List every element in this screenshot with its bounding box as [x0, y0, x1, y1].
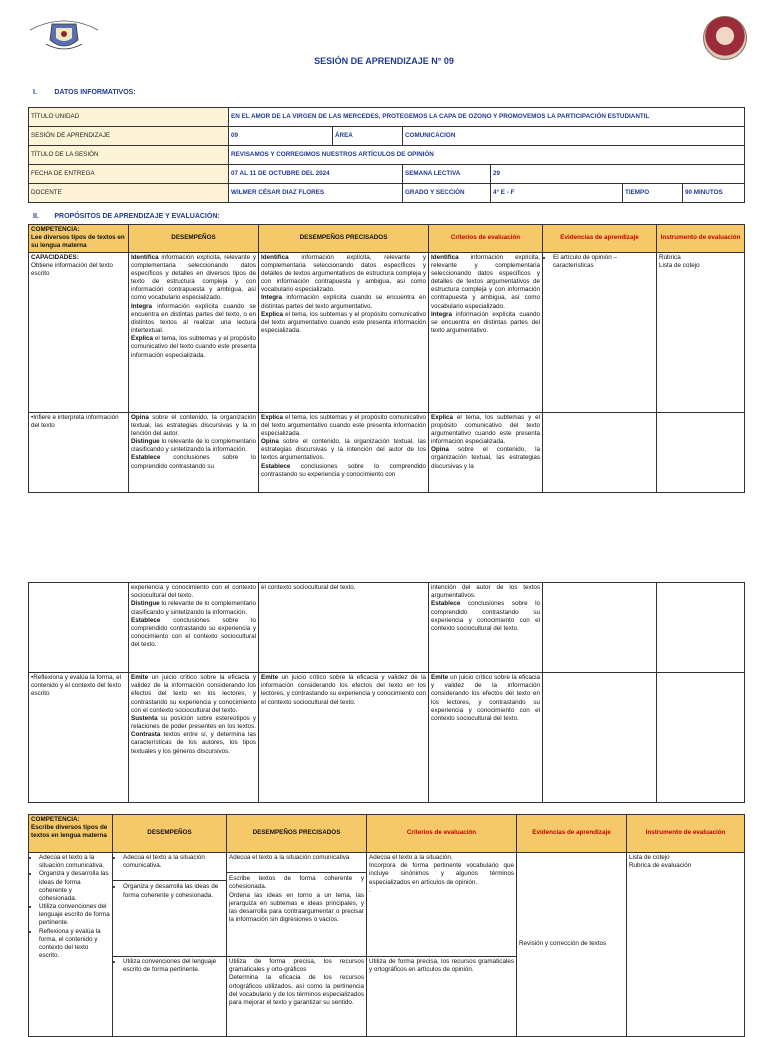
desempeno-text: información explícita, relevante y complementaria seleccionando datos específicos y detalles en diversos tipos de texto de estructura compleja y con información contrapuesta y ambigua, así como vocabulario especializado.: [131, 253, 256, 302]
criterios-header: Criterios de evaluación: [367, 815, 517, 853]
sesion-label: SESIÓN DE APRENDIZAJE: [29, 127, 229, 146]
school-logo: [24, 14, 104, 54]
titulo-sesion-value: REVISAMOS Y CORREGIMOS NUESTROS ARTÍCULOS DE OPINIÓN: [229, 146, 745, 165]
desempeno-text: lo relevante de lo complementario clasificando y sintetizando la información.: [131, 438, 256, 454]
capacidad-infiere: •Infiere e interpreta información del texto: [29, 412, 129, 492]
desempeno-cell: [129, 412, 259, 492]
criterio-text: un juicio crítico sobre la eficacia y validez de la información considerando los efectos del texto en los lectores, y contrastando su experiencia y conocimiento con el contexto sociocultural del texto.: [431, 674, 540, 722]
criterio-text: información explícita, relevante y complementaria seleccionando datos específicos y detalles de textos argumentativos de estructura compleja y con información contrapuesta y ambigua, así como vocabulario especializado.: [431, 253, 540, 310]
semana-label: SEMANA LECTIVA: [403, 165, 491, 184]
desempeno-item: • Adecúa el texto a la situación comunicativa.: [123, 854, 224, 870]
capacidad-cell: [29, 252, 129, 412]
grado-value: 4° E - F: [491, 184, 623, 203]
desempeno-text: su posición sobre estereotipos y relaciones de poder presentes en los textos.: [131, 714, 256, 731]
precisado-text: conclusiones sobre lo comprendido contrastando su experiencia y conocimiento con: [261, 462, 426, 478]
criterio-cell: [429, 673, 543, 803]
titulo-sesion-label: TÍTULO DE LA SESIÓN: [29, 146, 229, 165]
verb-establece: Establece: [431, 600, 461, 608]
verb-integra: Integra: [261, 294, 282, 302]
verb-emite: Emite: [431, 674, 449, 681]
area-label: ÁREA: [333, 127, 403, 146]
precisado-cell: [259, 673, 429, 803]
criterio-text: información explícita cuando se encuentra en distintas partes del texto argumentativo.: [431, 310, 540, 335]
section-propositos: II. PROPÓSITOS DE APRENDIZAJE Y EVALUACIÓN:: [33, 213, 220, 220]
instrumento-cell: [657, 673, 745, 803]
criterio-text: intención del autor de los textos argumentativos.: [431, 584, 540, 600]
capacidad-cell: [29, 583, 129, 673]
precisado-text: información explícita, relevante y complementaria seleccionando datos específicos y detalles de textos argumentativos de estructura compleja y con información contrapuesta y ambigua, así como vocabulario especializado.: [261, 253, 426, 294]
tiempo-label: TIEMPO: [623, 184, 683, 203]
instrumento-rubrica: Rúbrica: [659, 253, 681, 261]
criterios-header: Criterios de evaluación: [429, 225, 543, 253]
verb-opina: Opina: [131, 413, 149, 421]
precisado-text: un juicio crítico sobre la eficacia y validez de la información considerando los efectos del texto en los lectores, y contrastando su experiencia y conocimiento con el contexto sociocultural del texto.: [261, 674, 426, 706]
criterio-text: el tema, los subtemas y el propósito comunicativo del texto argumentativo cuando este presenta información especializada.: [431, 413, 540, 446]
criterio-cell: [429, 412, 543, 492]
verb-establece: Establece: [131, 616, 161, 624]
precisado-text: información explícita cuando se encuentra en distintas partes del texto argumentativo.: [261, 294, 426, 310]
evidencias-header: Evidencias de aprendizaje: [543, 225, 657, 253]
capacidades-label: CAPACIDADES:: [31, 253, 79, 261]
desempeno-text: textos entre sí, y determina las características de los autores, los tipos textuales y los géneros discursivos.: [131, 731, 256, 755]
desempenos-header: DESEMPEÑOS: [129, 225, 259, 253]
desempeno-cell: [129, 673, 259, 803]
verb-identifica: Identifica: [431, 253, 459, 261]
capacidad-obtiene: Obtiene información del texto escrito: [31, 261, 113, 277]
evidencia-cell: [543, 583, 657, 673]
verb-distingue: Distingue: [131, 438, 160, 446]
desempenos-header: DESEMPEÑOS: [113, 815, 227, 853]
verb-integra: Integra: [131, 302, 152, 310]
instrumento-header: Instrumento de evaluación: [627, 815, 745, 853]
section-datos-informativos: I. DATOS INFORMATIVOS:: [33, 89, 136, 96]
criterio-cell: [429, 583, 543, 673]
verb-opina: Opina: [261, 438, 279, 446]
capacidad-item: • Utiliza convenciones del lenguaje escrito de forma pertinente.: [39, 903, 110, 928]
verb-identifica: Identifica: [261, 253, 289, 261]
unidad-value: EN EL AMOR DE LA VIRGEN DE LAS MERCEDES, PROTEGEMOS LA CAPA DE OZONO Y PROMOVEMOS LA PARTICIPACIÓN ESTUDIANTIL: [229, 108, 745, 127]
desempeno-item: • Organiza y desarrolla las ideas de forma coherente y cohesionada.: [123, 883, 224, 899]
verb-identifica: Identifica: [131, 253, 159, 261]
area-value: COMUNICACION: [403, 127, 745, 146]
capacidad-item: • Organiza y desarrolla las ideas de forma coherente y cohesionada.: [39, 870, 110, 903]
verb-explica: Explica: [261, 310, 284, 318]
capacidad-reflexiona: •Reflexiona y evalúa la forma, el contenido y el contexto del texto escrito: [29, 673, 129, 803]
instrumento-lista: Lista de cotejo: [659, 261, 700, 269]
criterio-cell: Utiliza de forma precisa, los recursos gramaticales y ortográficos en artículos de opinión.: [367, 957, 517, 1037]
capacidad-item: • Reflexiona y evalúa la forma, el contenido y contexto del texto escrito.: [39, 928, 110, 961]
precisado-text: Adecúa el texto a la situación comunicativa: [229, 854, 350, 861]
competencia-escribe-table: [28, 814, 745, 1037]
precisado-text: Escribe textos de forma coherente y cohesionada. Ordena las ideas en torno a un tema, las jerarquiza en subtemas e ideas principales, y las desarrolla para contraargumentar o precisar la información sin digresiones o vacíos.: [227, 872, 366, 924]
criterio-text: sobre el contenido, la organización textual, las estrategias discursivas y la: [431, 446, 540, 470]
desempeno-text: el tema, los subtemas y el propósito comunicativo del texto cuando este presenta información especializada.: [131, 335, 256, 359]
criterio-cell: Adecúa el texto a la situación. Incorpora de forma pertinente vocabulario que incluye sinónimos y algunos términos especializados en artículos de opinión. .: [367, 853, 517, 957]
verb-explica: Explica: [261, 413, 284, 421]
instrumento-cell: [657, 252, 745, 412]
verb-emite: Emite: [131, 674, 149, 681]
precisado-cell: Utiliza de forma precisa, los recursos gramaticales y orto-gráficos Determina la eficacia de los recursos ortográficos utilizados, así como la pertinencia del vocabulario y de los términos especializados para mejorar el texto y garantizar su sentido.: [227, 957, 367, 1037]
verb-emite: Emite: [261, 674, 279, 681]
verb-contrasta: Contrasta: [131, 731, 161, 739]
capacidad-item: • Adecúa el texto a la situación comunicativa.: [39, 854, 110, 870]
evidencia-cell: Revisión y corrección de textos: [517, 853, 627, 1037]
desempeno-cell: [129, 583, 259, 673]
desempeno-text: experiencia y conocimiento con el contexto sociocultural del texto.: [131, 584, 256, 600]
fecha-value: 07 AL 11 DE OCTUBRE DEL 2024: [229, 165, 403, 184]
evidencia-cell: [543, 412, 657, 492]
evidencia-cell: [543, 252, 657, 412]
precisado-text: el tema, los subtemas y el propósito comunicativo del texto argumentativo cuando este presenta información especializada.: [261, 310, 426, 335]
instrumento-cell: Lista de cotejo Rubrica de evaluación: [627, 853, 745, 1037]
criterio-text: conclusiones sobre lo comprendido contrastando su experiencia y conocimiento con el contexto sociocultural del texto.: [431, 600, 540, 632]
desempeno-cell: [113, 957, 227, 1037]
precisado-text: sobre el contenido, la organización textual, las estrategias discursivas y la intención del autor de los textos argumentativos.: [261, 438, 426, 462]
desempeno-text: un juicio crítico sobre la eficacia y validez de la información considerando los efectos del texto en los lectores, y contrastando su experiencia y conocimiento con el contexto sociocultural del texto.: [131, 674, 256, 714]
page-title: SESIÓN DE APRENDIZAJE N° 09: [314, 56, 454, 66]
semana-value: 29: [491, 165, 745, 184]
desempeno-text: conclusiones sobre lo comprendido contrastando su: [131, 454, 256, 470]
desempeno-text: lo relevante de lo complementario clasificando y sintetizando la información.: [131, 600, 256, 616]
unidad-label: TÍTULO UNIDAD: [29, 108, 229, 127]
sesion-value: 09: [229, 127, 333, 146]
desempeno-text: información explícita cuando se encuentra en distintas partes del texto, o en distintos textos al realizar una lectura intertextual.: [131, 302, 256, 335]
verb-establece: Establece: [131, 454, 161, 462]
virgin-logo: [703, 16, 747, 60]
verb-integra: Integra: [431, 310, 452, 318]
instrumento-header: Instrumento de evaluación: [657, 225, 745, 253]
grado-label: GRADO Y SECCIÓN: [403, 184, 491, 203]
precisado-text: el tema, los subtemas y el propósito comunicativo del texto argumentativo cuando este presenta información especializada.: [261, 413, 426, 437]
competencia-header: COMPETENCIA: Lee diversos tipos de textos en su lengua materna: [29, 225, 129, 253]
fecha-label: FECHA DE ENTREGA: [29, 165, 229, 184]
precisados-header: DESEMPEÑOS PRECISADOS: [259, 225, 429, 253]
capacidades-cell: [29, 853, 113, 1037]
competencia-lee-table: [28, 224, 745, 493]
desempeno-cell: [129, 252, 259, 412]
competencia-lee-continuation: [28, 582, 745, 803]
verb-distingue: Distingue: [131, 600, 160, 608]
evidencias-header: Evidencias de aprendizaje: [517, 815, 627, 853]
verb-sustenta: Sustenta: [131, 714, 158, 722]
desempeno-item: • Utiliza convenciones del lenguaje escrito de forma pertinente.: [123, 958, 224, 974]
criterio-cell: [429, 252, 543, 412]
desempeno-cell: [113, 853, 227, 957]
desempeno-text: conclusiones sobre lo comprendido contrastando su experiencia y conocimiento con el contexto sociocultural del texto.: [131, 616, 256, 649]
instrumento-cell: [657, 412, 745, 492]
precisado-cell: [227, 853, 367, 957]
verb-establece: Establece: [261, 462, 291, 470]
docente-value: WILMER CÉSAR DIAZ FLORES: [229, 184, 403, 203]
verb-explica: Explica: [431, 413, 454, 421]
docente-label: DOCENTE: [29, 184, 229, 203]
desempeno-text: sobre el contenido, la organización textual, las estrategias discursivas y la in tención del autor.: [131, 413, 256, 437]
tiempo-value: 90 MINUTOS: [683, 184, 745, 203]
info-table: [28, 107, 745, 203]
precisado-cell: [259, 412, 429, 492]
evidencia-item: • El artículo de opinión – características: [553, 254, 654, 270]
precisados-header: DESEMPEÑOS PRECISADOS: [227, 815, 367, 853]
competencia-header: COMPETENCIA: Escribe diversos tipos de textos en lengua materna: [29, 815, 113, 853]
precisado-cell: el contexto sociocultural del texto.: [259, 583, 429, 673]
verb-opina: Opina: [431, 446, 449, 454]
evidencia-cell: [543, 673, 657, 803]
instrumento-cell: [657, 583, 745, 673]
verb-explica: Explica: [131, 335, 154, 343]
precisado-cell: [259, 252, 429, 412]
